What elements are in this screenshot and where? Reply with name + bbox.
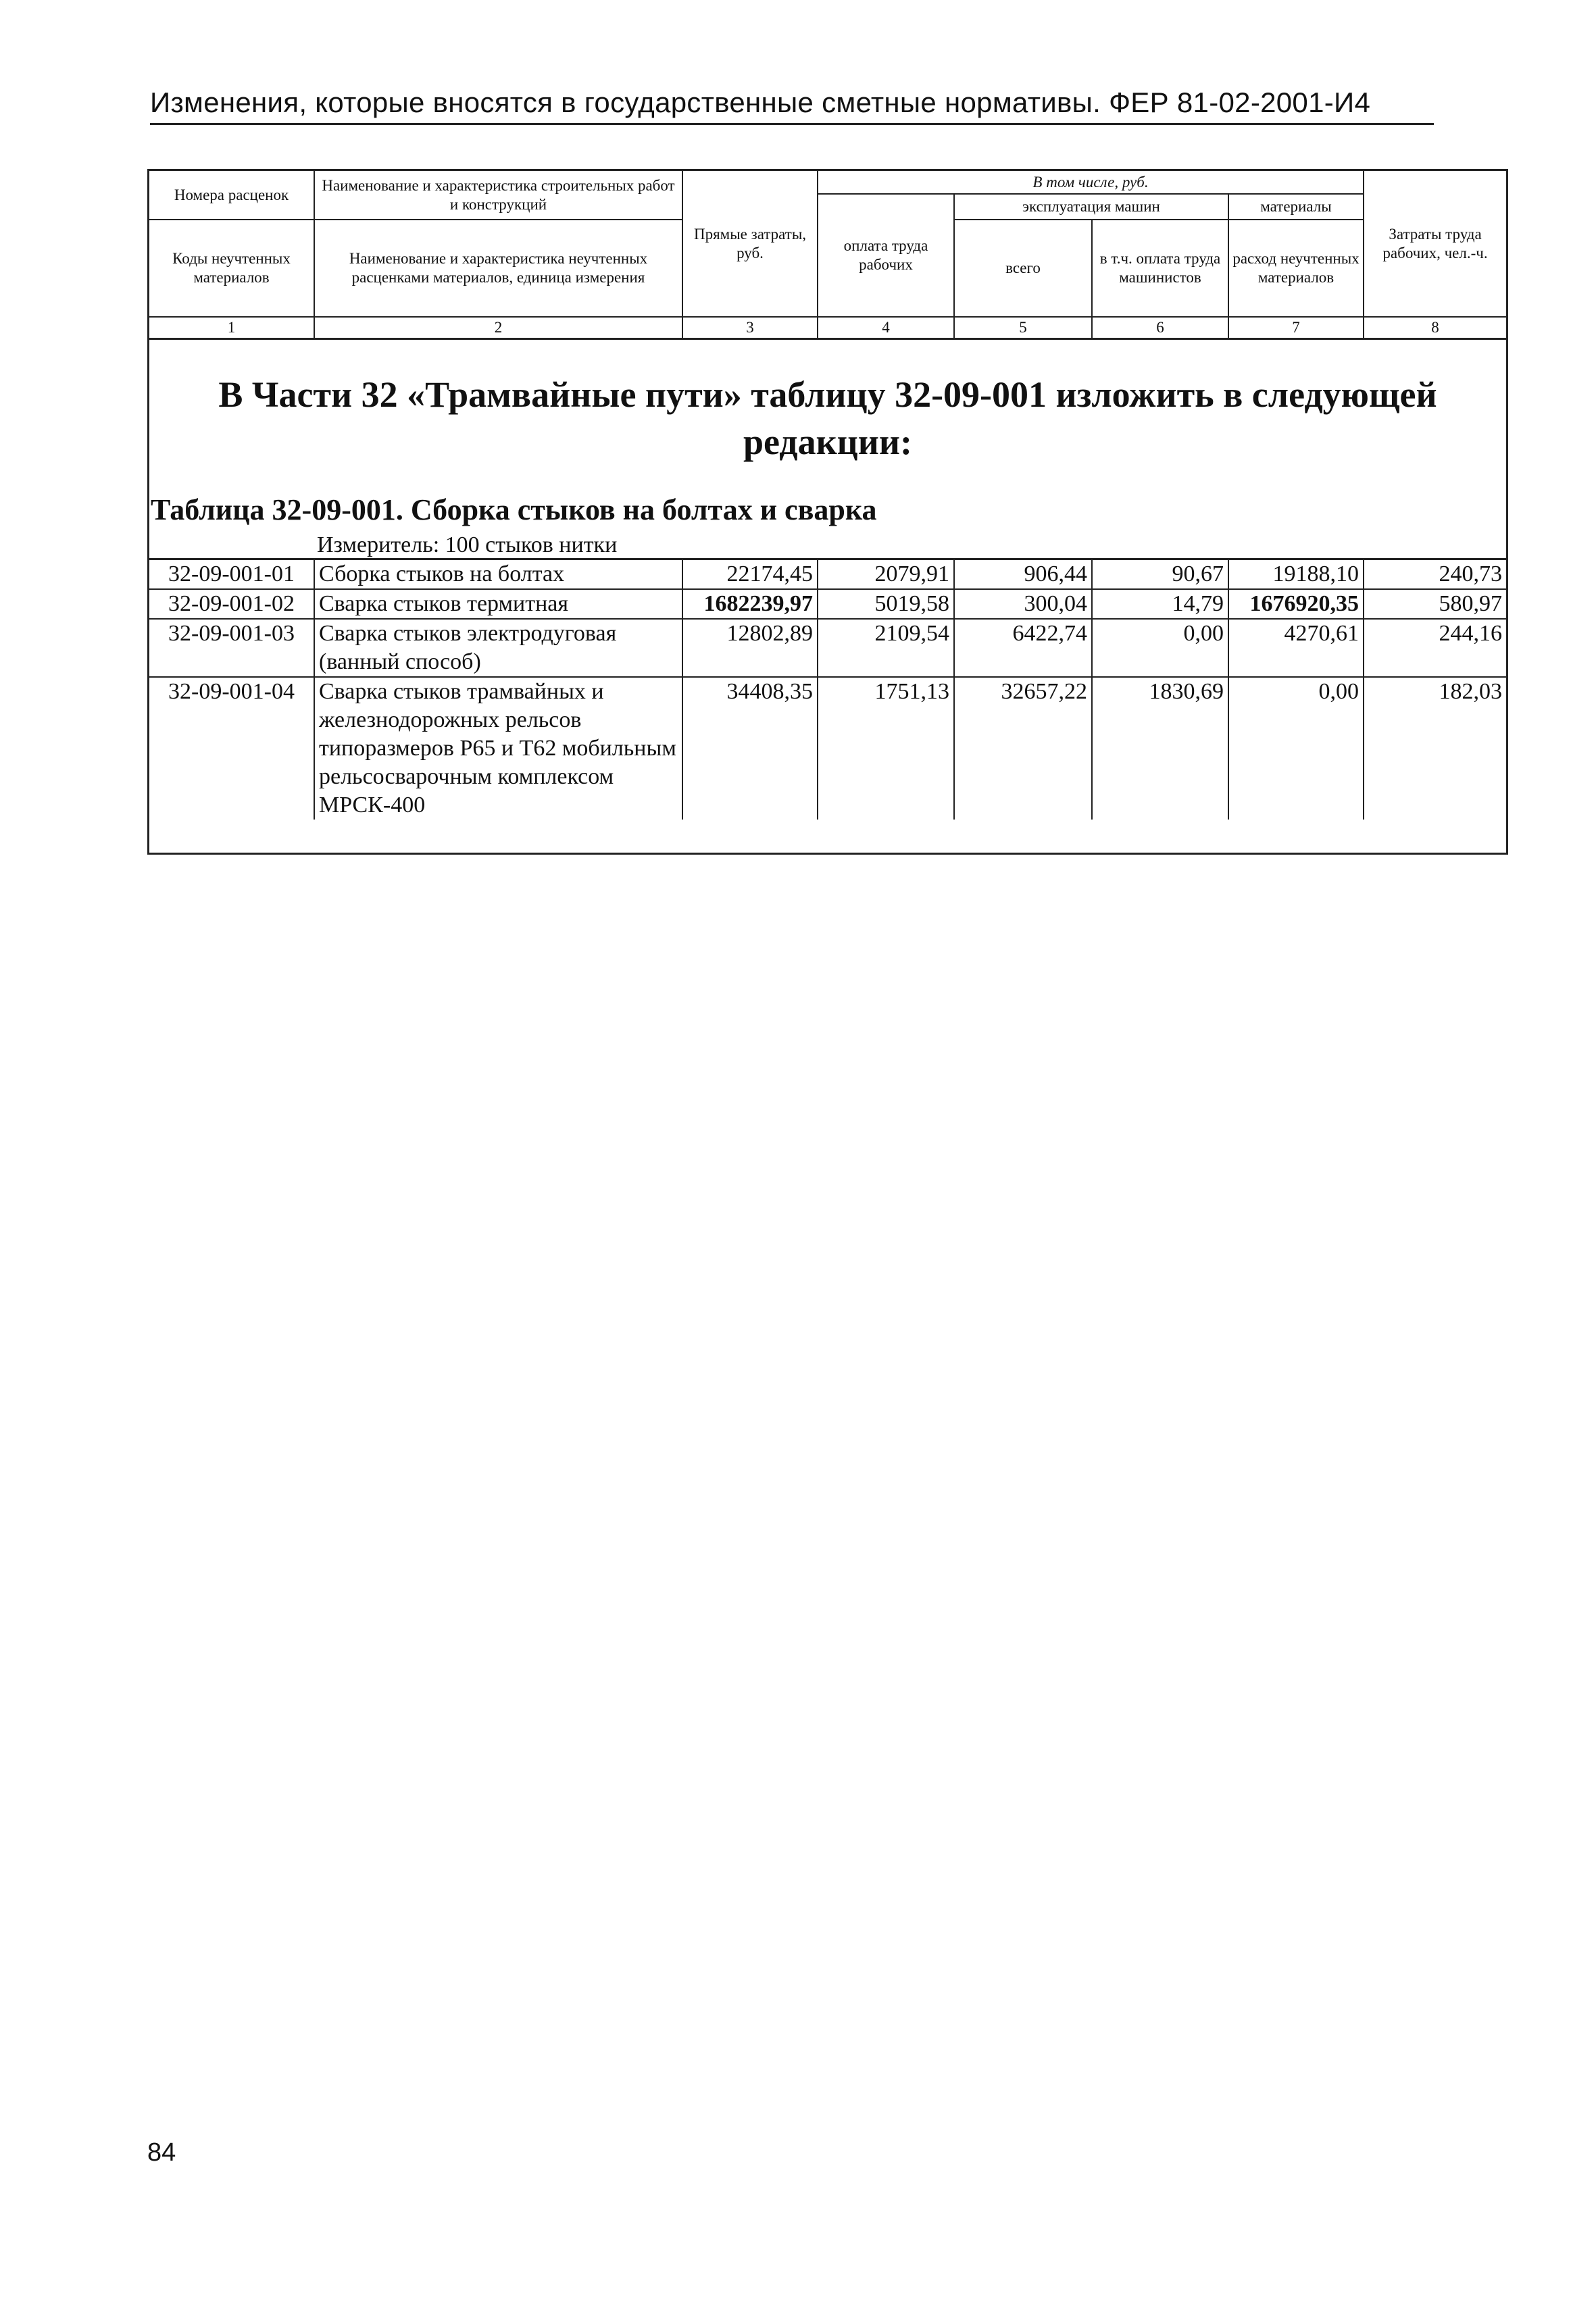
table-row [149, 589, 1506, 619]
header-material-consumption: расход неучтенных материалов [1228, 220, 1364, 317]
rate-name: Сварка стыков термитная [314, 589, 682, 619]
rate-code: 32-09-001-01 [149, 559, 314, 590]
header-machines-total: всего [954, 220, 1092, 317]
header-direct-costs: Прямые затраты, руб. [682, 171, 818, 317]
header-material-name: Наименование и характеристика неучтенных расценками материалов, единица измерения [314, 220, 682, 317]
materials: 1676920,35 [1228, 589, 1364, 619]
col-number: 8 [1364, 317, 1506, 339]
rate-code: 32-09-001-02 [149, 589, 314, 619]
labor-hours: 240,73 [1364, 559, 1506, 590]
rate-name: Сварка стыков электродуговая (ванный способ) [314, 619, 682, 677]
labor-hours: 580,97 [1364, 589, 1506, 619]
header-materials: материалы [1228, 194, 1364, 220]
machines-total: 300,04 [954, 589, 1092, 619]
direct-costs: 34408,35 [682, 677, 818, 820]
machinist-pay: 14,79 [1092, 589, 1228, 619]
table-row [149, 619, 1506, 677]
materials: 19188,10 [1228, 559, 1364, 590]
page-header: Изменения, которые вносятся в государственные сметные нормативы. ФЕР 81-02-2001-И4 [150, 86, 1434, 125]
machinist-pay: 90,67 [1092, 559, 1228, 590]
materials: 4270,61 [1228, 619, 1364, 677]
rate-name: Сварка стыков трамвайных и железнодорожных рельсов типоразмеров Р65 и Т62 мобильным рельсосварочным комплексом МРСК-400 [314, 677, 682, 820]
rate-name: Сборка стыков на болтах [314, 559, 682, 590]
worker-pay: 2079,91 [818, 559, 954, 590]
table-title: Таблица 32-09-001. Сборка стыков на болтах и сварка [151, 493, 877, 526]
table-row [149, 559, 1506, 590]
direct-costs: 12802,89 [682, 619, 818, 677]
machines-total: 6422,74 [954, 619, 1092, 677]
table-header [149, 171, 1506, 340]
measure-unit: Измеритель: 100 стыков нитки [317, 532, 618, 557]
worker-pay: 2109,54 [818, 619, 954, 677]
header-machinist-pay: в т.ч. оплата труда машинистов [1092, 220, 1228, 317]
col-number: 4 [818, 317, 954, 339]
col-number: 5 [954, 317, 1092, 339]
header-labor-hours: Затраты труда рабочих, чел.-ч. [1364, 171, 1506, 317]
machinist-pay: 0,00 [1092, 619, 1228, 677]
labor-hours: 244,16 [1364, 619, 1506, 677]
materials: 0,00 [1228, 677, 1364, 820]
machines-total: 32657,22 [954, 677, 1092, 820]
direct-costs: 22174,45 [682, 559, 818, 590]
main-title: В Части 32 «Трамвайные пути» таблицу 32-09-001 изложить в следующей редакции: [218, 374, 1437, 462]
header-work-name: Наименование и характеристика строительных работ и конструкций [314, 171, 682, 220]
page-number: 84 [147, 2138, 176, 2167]
header-material-codes: Коды неучтенных материалов [149, 220, 314, 317]
header-including: В том числе, руб. [818, 171, 1364, 194]
rates-table [149, 558, 1506, 820]
header-worker-pay: оплата труда рабочих [818, 194, 954, 317]
bottom-rule [147, 853, 1508, 855]
header-rate-numbers: Номера расценок [149, 171, 314, 220]
labor-hours: 182,03 [1364, 677, 1506, 820]
machinist-pay: 1830,69 [1092, 677, 1228, 820]
col-number: 3 [682, 317, 818, 339]
worker-pay: 5019,58 [818, 589, 954, 619]
norms-sheet [147, 169, 1508, 855]
machines-total: 906,44 [954, 559, 1092, 590]
table-row [149, 677, 1506, 820]
rate-code: 32-09-001-03 [149, 619, 314, 677]
col-number: 1 [149, 317, 314, 339]
rate-code: 32-09-001-04 [149, 677, 314, 820]
worker-pay: 1751,13 [818, 677, 954, 820]
header-machines: эксплуатация машин [954, 194, 1228, 220]
col-number: 6 [1092, 317, 1228, 339]
col-number: 7 [1228, 317, 1364, 339]
direct-costs: 1682239,97 [682, 589, 818, 619]
col-number: 2 [314, 317, 682, 339]
